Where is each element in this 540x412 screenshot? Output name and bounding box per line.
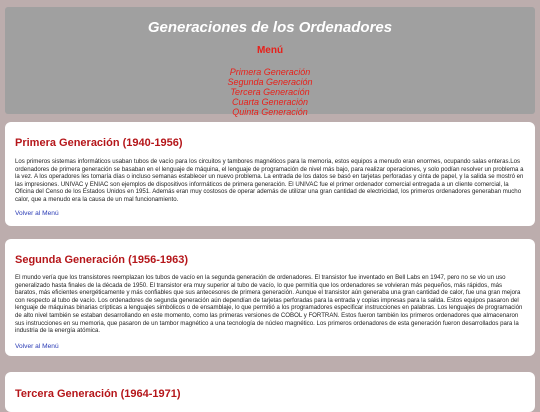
section-body: Los primeros sistemas informáticos usaban tubos de vacío para los circuitos y tambores magnéticos para la memoria, estos equipos a menudo eran enormes, ocupando salas enteras.Los ordenadores de primera generación se basaban en el lenguaje de máquina, el lenguaje de programación de nivel más bajo, para realizar operaciones, y solo podían resolver un problema a la vez. A los operadores les tomaría días o incluso semanas establecer un nuevo problema. La entrada de los datos se basó en tarjetas perforadas y cinta de papel, y la salida se mostró en las impresiones. UNIVAC y ENIAC son ejemplos de dispositivos informáticos de primera generación. El UNIVAC fue el primer ordenador comercial entregada a un cliente comercial, la Oficina del Censo de los Estados Unidos en 1951. Además eran muy costosos de operar además de utilizar una gran cantidad de electricidad, los primeros ordenadores generaban mucho calor, que a menudo era la causa de un mal funcionamiento.: [15, 158, 524, 203]
menu-title: Menú: [256, 45, 284, 56]
menu-item-quinta[interactable]: Quinta Generación: [232, 107, 308, 117]
menu-list: [5, 67, 535, 117]
page-title: Generaciones de los Ordenadores: [147, 19, 393, 36]
section-tercera-generacion: [5, 372, 535, 412]
section-segunda-generacion: [5, 239, 535, 356]
section-title: Segunda Generación (1956-1963): [15, 254, 189, 266]
section-title: Tercera Generación (1964-1971): [15, 388, 181, 400]
section-primera-generacion: [5, 122, 535, 226]
menu-item-segunda[interactable]: Segunda Generación: [227, 77, 313, 87]
menu-item-tercera[interactable]: Tercera Generación: [230, 87, 310, 97]
back-to-menu-link[interactable]: Volver al Menú: [15, 343, 59, 350]
section-title: Primera Generación (1940-1956): [15, 137, 183, 149]
menu-item-primera[interactable]: Primera Generación: [229, 67, 311, 77]
section-body: El mundo vería que los transistores reemplazan los tubos de vacío en la segunda generación de ordenadores. El transistor fue inventado en Bell Labs en 1947, pero no se vio un uso generalizado hasta finales de la década de 1950. El transistor era muy superior al tubo de vacío, lo que permitía que los ordenadores se volvieran más pequeños, más rápidos, más baratos, más eficientes energéticamente y más confiables que sus antecesores de primera generación. Aunque el transistor aún generaba una gran cantidad de calor, fue una gran mejora con respecto al tubo de vacío. Los ordenadores de segunda generación aún dependían de tarjetas perforadas para la entrada y copias impresas para la salida. Estos equipos pasaron del lenguaje de máquinas binarias crípticas a lenguajes simbólicos o de ensamblaje, lo que permitió a los programadores especificar instrucciones en palabras. Los lenguajes de programación de alto nivel también se estaban desarrollando en este momento, como las primeras versiones de COBOL y FORTRAN. Estos fueron también los primeros ordenadores que almacenaron sus instrucciones en su memoria, que pasaron de un tambor magnético a una tecnología de núcleo magnético. Los primeros ordenadores de esta generación fueron desarrollados para la industria de la energía atómica.: [15, 274, 523, 335]
menu-item-cuarta[interactable]: Cuarta Generación: [231, 97, 309, 107]
page-header: [5, 7, 535, 117]
back-to-menu-link[interactable]: Volver al Menú: [15, 210, 59, 217]
